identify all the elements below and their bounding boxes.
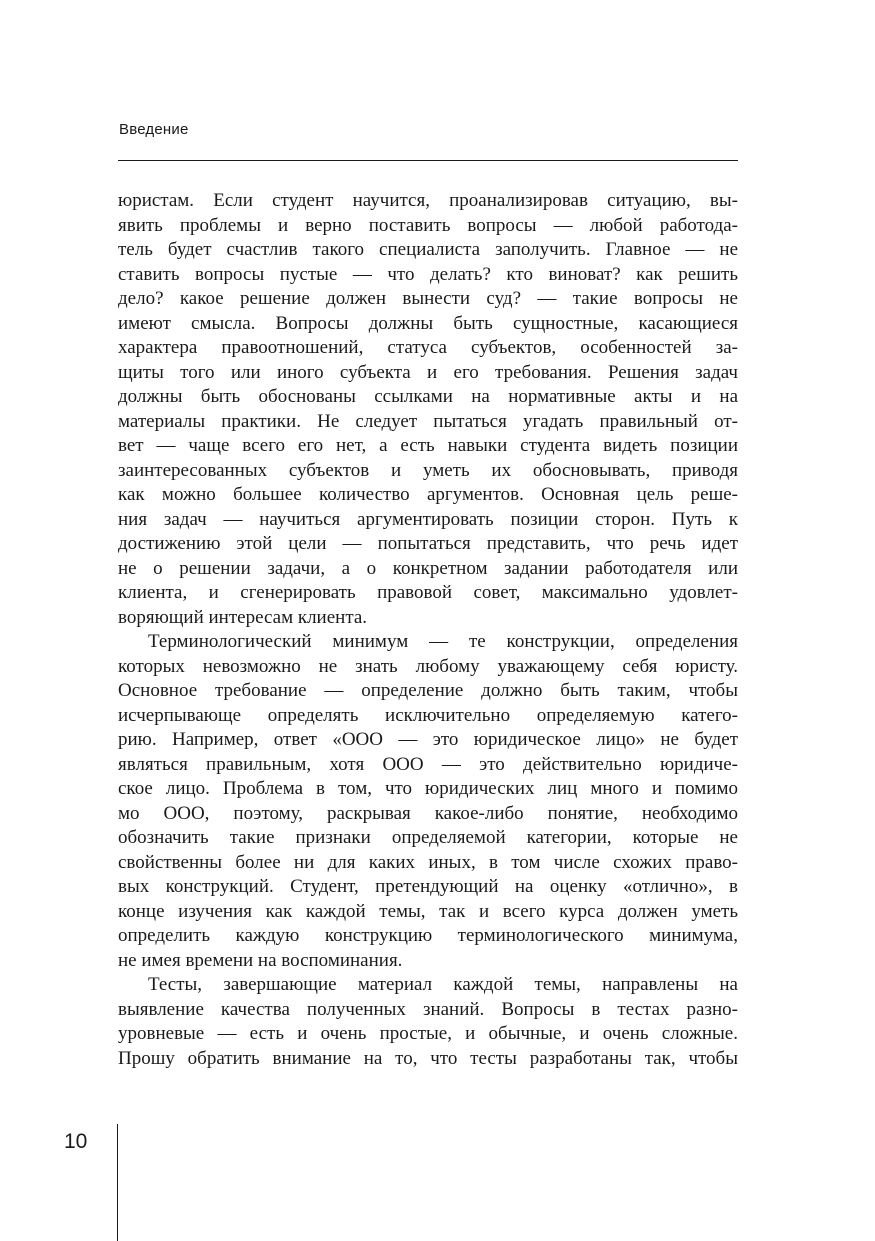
paragraph-2 xyxy=(118,630,738,973)
text-line: материалы практики. Не следует пытаться угадать правильный от- xyxy=(118,410,738,432)
running-head: Введение xyxy=(119,121,189,138)
paragraph-3 xyxy=(118,973,738,1071)
text-line: мо ООО, поэтому, раскрывая какое-либо понятие, необходимо xyxy=(118,802,738,824)
text-line: Тесты, завершающие материал каждой темы, направлены на xyxy=(148,974,738,995)
text-line: вет — чаще всего его нет, а есть навыки студента видеть позиции xyxy=(118,435,738,456)
text-line: как можно большее количество аргументов. Основная цель реше- xyxy=(118,484,738,505)
text-line: Основное требование — определение должно быть таким, чтобы xyxy=(118,680,738,701)
text-line: исчерпывающе определять исключительно определяемую катего- xyxy=(118,704,738,726)
text-line: щиты того или иного субъекта и его требования. Решения задач xyxy=(118,361,738,383)
text-line: характера правоотношений, статуса субъектов, особенностей за- xyxy=(118,337,738,358)
header-rule xyxy=(118,160,738,161)
text-line: определить каждую конструкцию терминологического минимума, xyxy=(118,925,738,946)
text-line: тель будет счастлив такого специалиста заполучить. Главное — не xyxy=(118,239,738,260)
text-line: заинтересованных субъектов и уметь их обосновывать, приводя xyxy=(118,459,738,481)
page-number: 10 xyxy=(64,1130,88,1153)
text-line: Прошу обратить внимание на то, что тесты разработаны так, чтобы xyxy=(118,1047,738,1069)
text-line: должны быть обоснованы ссылками на нормативные акты и на xyxy=(118,386,738,407)
text-line: вых конструкций. Студент, претендующий на оценку «отлично», в xyxy=(118,876,738,897)
text-line: достижению этой цели — попытаться представить, что речь идет xyxy=(118,533,738,554)
text-line: юристам. Если студент научится, проанализировав ситуацию, вы- xyxy=(118,190,738,211)
text-line: ния задач — научиться аргументировать позиции сторон. Путь к xyxy=(118,508,738,530)
text-line: свойственны более ни для каких иных, в том числе схожих право- xyxy=(118,851,738,873)
text-line: ставить вопросы пустые — что делать? кто виноват? как решить xyxy=(118,263,738,285)
text-line: не имея времени на воспоминания. xyxy=(118,949,403,971)
text-line: воряющий интересам клиента. xyxy=(118,606,368,628)
text-line: клиента, и сгенерировать правовой совет, максимально удовлет- xyxy=(118,582,738,603)
text-line: явить проблемы и верно поставить вопросы — любой работода- xyxy=(118,214,738,236)
text-line: рию. Например, ответ «ООО — это юридическое лицо» не будет xyxy=(118,729,738,750)
text-line: имеют смысла. Вопросы должны быть сущностные, касающиеся xyxy=(118,312,738,334)
text-line: выявление качества полученных знаний. Вопросы в тестах разно- xyxy=(118,998,738,1020)
text-line: уровневые — есть и очень простые, и обычные, и очень сложные. xyxy=(118,1023,738,1044)
folio-rule xyxy=(117,1124,118,1241)
text-line: которых невозможно не знать любому уважающему себя юристу. xyxy=(118,655,738,677)
body-text xyxy=(118,189,738,1071)
text-line: не о решении задачи, а о конкретном задании работодателя или xyxy=(118,557,738,579)
text-line: являться правильным, хотя ООО — это действительно юридиче- xyxy=(118,753,738,775)
text-line: обозначить такие признаки определяемой категории, которые не xyxy=(118,827,738,848)
text-line: конце изучения как каждой темы, так и всего курса должен уметь xyxy=(118,900,738,922)
paragraph-1 xyxy=(118,189,738,630)
text-line: ское лицо. Проблема в том, что юридических лиц много и помимо xyxy=(118,778,738,799)
text-line: дело? какое решение должен вынести суд? — такие вопросы не xyxy=(118,288,738,309)
text-line: Терминологический минимум — те конструкции, определения xyxy=(148,631,738,652)
